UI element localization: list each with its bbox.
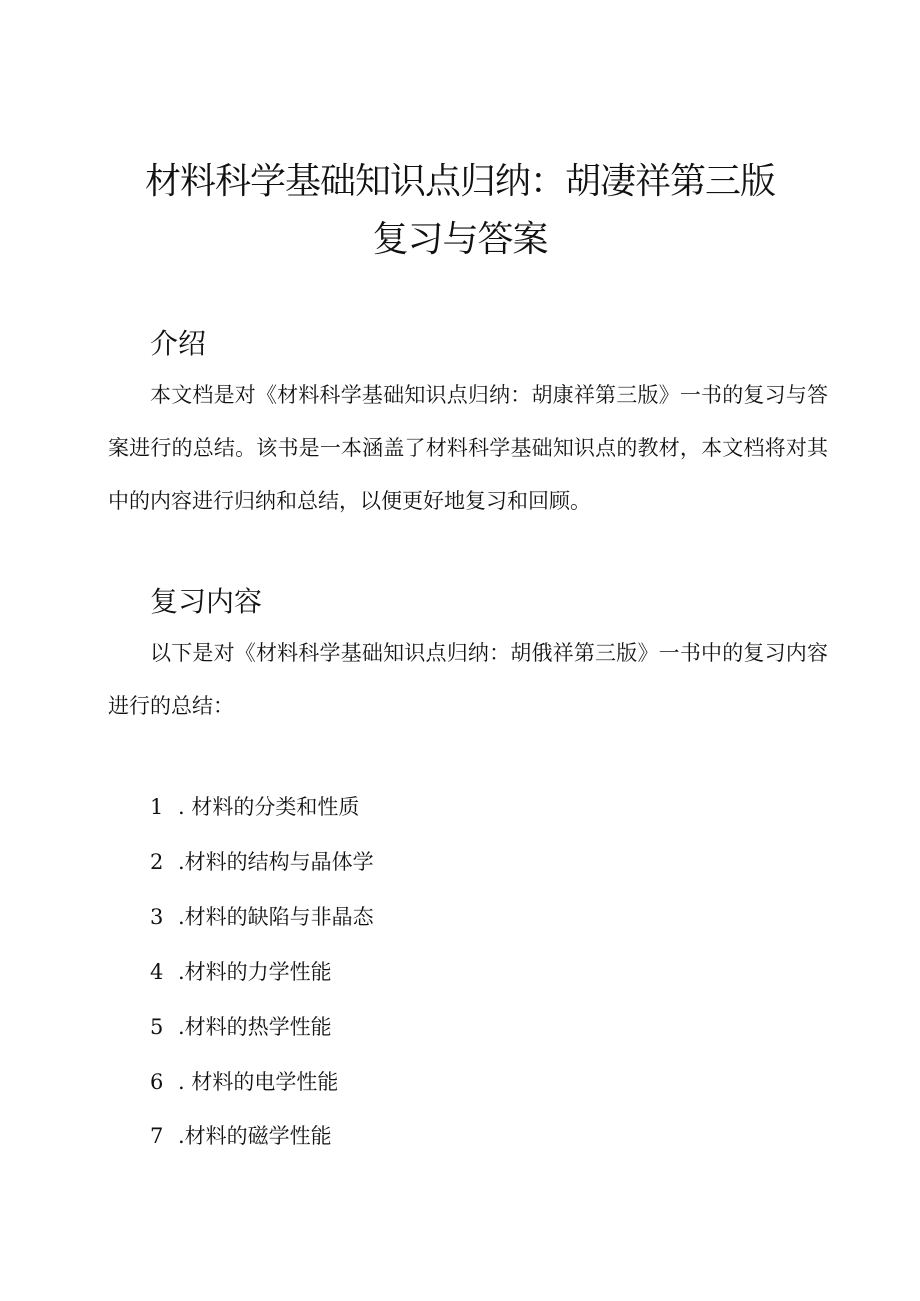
list-item <box>150 957 332 987</box>
list-item-text: .材料的力学性能 <box>178 960 332 984</box>
review-paragraph: 以下是对《材料科学基础知识点归纳：胡俄祥第三版》一书中的复习内容进行的总结： <box>108 641 828 718</box>
document-title-line-2: 复习与答案 <box>372 219 548 260</box>
list-item-number: 3 <box>150 905 164 929</box>
list-item-number: 7 <box>150 1124 164 1148</box>
list-item <box>150 792 359 822</box>
list-item-text: .材料的磁学性能 <box>178 1124 332 1148</box>
section-heading-review: 复习内容 <box>150 585 263 618</box>
list-item-text: . 材料的分类和性质 <box>178 795 360 819</box>
list-item-text: . 材料的电学性能 <box>178 1070 339 1094</box>
list-item-text: .材料的结构与晶体学 <box>178 850 374 874</box>
list-item <box>150 1121 332 1151</box>
list-item-number: 4 <box>150 960 164 984</box>
intro-paragraph: 本文档是对《材料科学基础知识点归纳：胡康祥第三版》一书的复习与答案进行的总结。该书是一本涵盖了材料科学基础知识点的教材，本文档将对其中的内容进行归纳和总结，以便更好地复习和回顾。 <box>108 383 828 513</box>
section-heading-intro: 介绍 <box>150 327 207 360</box>
list-item-number: 1 <box>150 795 164 819</box>
document-title-line-1: 材料科学基础知识点归纳：胡凄祥第三版 <box>144 161 775 202</box>
list-item-text: .材料的热学性能 <box>178 1015 332 1039</box>
list-item <box>150 847 374 877</box>
list-item <box>150 902 374 932</box>
list-item-number: 5 <box>150 1015 164 1039</box>
list-item-number: 2 <box>150 850 164 874</box>
list-item-text: .材料的缺陷与非晶态 <box>178 905 374 929</box>
list-item-number: 6 <box>150 1070 164 1094</box>
list-item <box>150 1012 332 1042</box>
list-item <box>150 1067 338 1097</box>
